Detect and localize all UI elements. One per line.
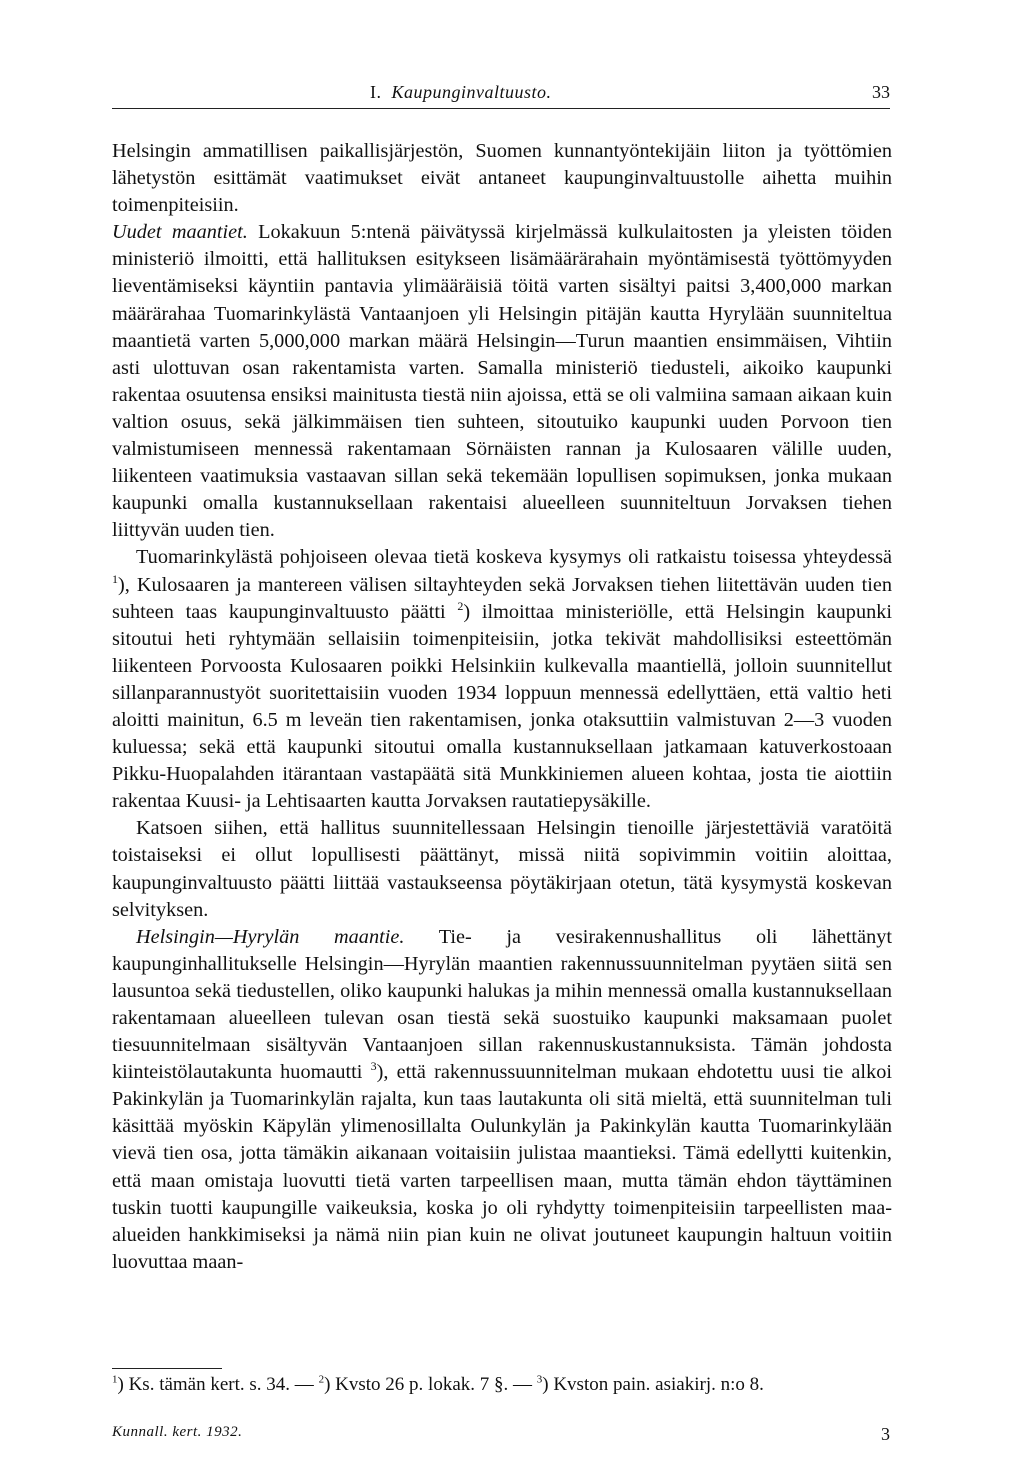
footnote-ref-2: 2 bbox=[457, 598, 464, 613]
paragraph-4-text: Katsoen siihen, että hallitus suunnitellessaan Helsingin tienoille järjestettäviä varatöitä toistaiseksi ei ollut lopullisesti päättänyt, missä niitä sopivimmin voitiin aloittaa, kaupunginvaltuusto päätti liittää vastaukseensa pöytäkirjaan otetun, tätä kysymystä koskevan selvityksen. bbox=[112, 817, 892, 921]
paragraph-5-text-b: ), että rakennussuunnitelman mukaan ehdotettu uusi tie alkoi Pakinkylän ja Tuomarinkylän rajalta, kun taas lautakunta oli sitä mieltä, että suunnitelman tuli käsittää myöskin Käpylän ylimenosillalta Oulunkylän ja Pakinkylän kautta Tuomarinkylään vievä tien osa, jotta tämäkin aikanaan voitaisiin julistaa maantieksi. Tämä edellytti kuitenkin, että maan omistaja luovutti tietä varten tarpeellisen maan, mutta tämän ehdon täyttäminen tuskin tuotti kaupungille vaikeuksia, koska jo oli ryhdytty toimenpiteisiin tarpeellisten maa-alueiden hankkimiseksi ja nämä niin pian kuin ne olivat joutuneet kaupungin haltuun voitiin luovuttaa maan- bbox=[112, 1061, 892, 1273]
header-title bbox=[370, 82, 552, 103]
paragraph-1 bbox=[112, 138, 892, 219]
signature-number: 3 bbox=[881, 1424, 890, 1444]
footnote-divider bbox=[112, 1368, 222, 1369]
footnote-3: ) Kvston pain. asiakirj. n:o 8. bbox=[542, 1374, 764, 1395]
paragraph-1-text: Helsingin ammatillisen paikallisjärjestön, Suomen kunnantyöntekijäin liiton ja työttömien lähetystön esittämät vaatimukset eivät antaneet kaupunginvaltuustolle aihetta muihin toimenpiteisiin. bbox=[112, 140, 892, 217]
section-numeral: I. bbox=[370, 82, 382, 102]
paragraph-3-text-c: ) ilmoittaa ministeriölle, että Helsingin kaupunki sitoutui heti ryhtymään sellaisiin toimenpiteisiin, jotka tekivät mahdollisiksi esteettömän liikenteen Porvoosta Kulosaaren poikki Helsinkiin kulkevalla maantiellä, jolloin suunnitellut sillanparannustyöt suoritettaisiin vuoden 1934 loppuun mennessä edellyttäen, että valtio heti aloitti mainitun, 6.5 m leveän tien rakentamisen, jonka otaksuttiin valmistuvan 2—3 vuoden kuluessa; sekä että kaupunki sitoutui omalla kustannuksellaan jatkamaan katuverkostoaan Pikku-Huopalahden itärantaan vastapäätä sitä Munkkiniemen alueen kohtaa, josta tie aiottiin rakentaa Kuusi- ja Lehtisaarten kautta Jorvaksen rautatiepysäkille. bbox=[112, 600, 893, 813]
signature-source: Kunnall. kert. 1932. bbox=[112, 1424, 243, 1440]
footnote-marker-3: 3 bbox=[536, 1373, 543, 1386]
running-header bbox=[112, 80, 890, 109]
paragraph-3-text-b: ), Kulosaaren ja mantereen välisen siltayhteyden sekä Jorvaksen tiehen liitettävän uuden tien suhteen taas kaupunginvaltuusto päätti bbox=[112, 573, 892, 623]
side-heading-new-roads: Uudet maantiet. bbox=[112, 221, 248, 244]
footnote-marker-1: 1 bbox=[112, 1373, 118, 1386]
paragraph-3-text-a: Tuomarinkylästä pohjoiseen olevaa tietä koskeva kysymys oli ratkaistu toisessa yhteydessä bbox=[136, 546, 892, 569]
footnote-marker-2: 2 bbox=[318, 1373, 325, 1386]
section-title: Kaupunginvaltuusto. bbox=[391, 82, 552, 102]
footnote-ref-3: 3 bbox=[370, 1059, 377, 1074]
paragraph-5 bbox=[112, 924, 892, 1276]
footnotes bbox=[112, 1374, 892, 1396]
footnote-2: ) Kvsto 26 p. lokak. 7 §. — bbox=[324, 1374, 537, 1395]
paragraph-3 bbox=[112, 544, 892, 815]
footnote-ref-1: 1 bbox=[112, 571, 118, 586]
paragraph-5-text-a: Tie- ja vesirakennushallitus oli lähettänyt kaupunginhallitukselle Helsingin—Hyrylän maantien rakennussuunnitelman pyytäen siitä sen lausuntoa sekä tiedustellen, oliko kaupunki halukas ja mihin mennessä omalla kustannuksellaan rakentamaan alueelleen tulevan osan tiestä sekä suostuiko kaupunki maksamaan puolet tiesuunnitelmaan sisältyvän Vantaanjoen sillan rakennuskustannuksista. Tämän johdosta kiinteistölautakunta huomautti bbox=[112, 925, 892, 1084]
paragraph-2-text: Lokakuun 5:ntenä päivätyssä kirjelmässä kulkulaitosten ja yleisten töiden ministeriö ilmoitti, että hallituksen esitykseen lisämäärärahain myöntämisestä työttömyyden lieventämiseksi käyntiin pantavia ylimääräisiä töitä varten sisältyi paitsi 3,400,000 markan määrärahaa Tuomarinkylästä Vantaanjoen yli Helsingin pitäjän kautta Hyrylään suunniteltua maantietä varten 5,000,000 markan määrä Helsingin—Turun maantien ensimmäisen, Vihtiin asti ulottuvan osan rakentamista varten. Samalla ministeriö tiedusteli, aikoiko kaupunki rakentaa osuutensa ensiksi mainitusta tiestä niin ajoissa, että se oli valmiina samaan aikaan kuin valtion osuus, sekä jälkimmäisen tien suhteen, sitoutuiko kaupunki uuden Porvoon tien valmistumiseen mennessä rakentamaan Sörnäisten rannan ja Kulosaaren välille uuden, liikenteen vaatimuksia vastaavan sillan sekä tekemään lopullisen sopimuksen, jonka mukaan kaupunki omalla kustannuksellaan rakentaisi alueelleen suunniteltuun Jorvaksen tiehen liittyvän uuden tien. bbox=[112, 221, 892, 542]
side-heading-hyryla-road: Helsingin—Hyrylän maantie. bbox=[136, 925, 405, 948]
page-footer bbox=[112, 1424, 890, 1444]
paragraph-4 bbox=[112, 815, 892, 923]
paragraph-2 bbox=[112, 219, 892, 544]
footnote-1: ) Ks. tämän kert. s. 34. — bbox=[117, 1374, 319, 1395]
page-number: 33 bbox=[872, 82, 890, 102]
main-text bbox=[112, 138, 892, 1276]
